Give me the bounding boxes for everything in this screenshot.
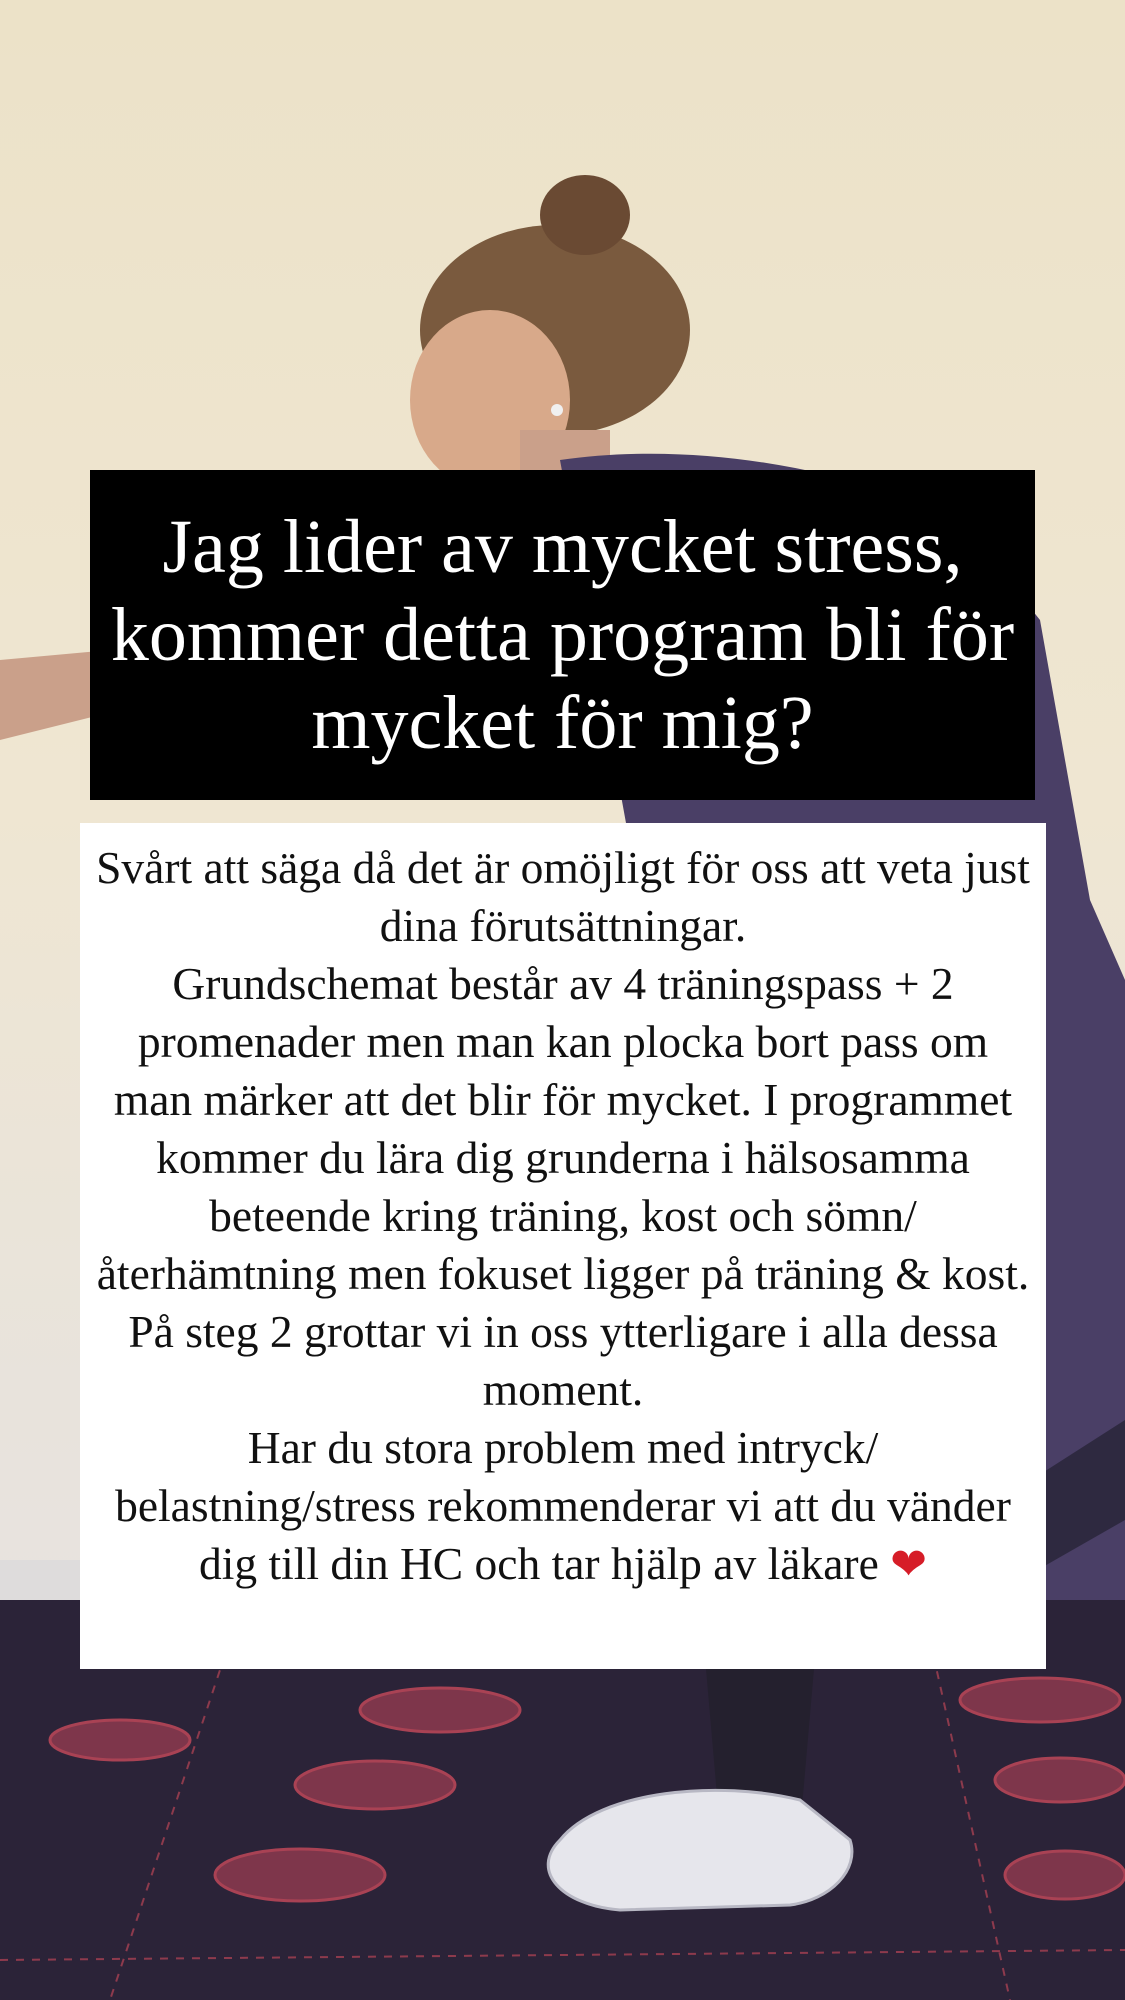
red-heart-icon: ❤ (890, 1539, 928, 1590)
hair-bun (540, 175, 630, 255)
answer-body: Svårt att säga då det är omöjligt för oss att veta just dina förutsättningar. Grundschemat består av 4 träningspass + 2 promenader men man kan plocka bort pass om man märker att det blir för mycket. I programmet kommer du lära dig grunderna i hälsosamma beteende kring träning, kost och sömn/återhämtning men fokuset ligger på träning & kost. På steg 2 grottar vi in oss ytterligare i alla dessa moment. Har du stora problem med intryck/ belastning/stress rekommenderar vi att du vänder dig till din HC och tar hjälp av läkare (96, 842, 1030, 1589)
answer-box (80, 823, 1046, 1669)
answer-text (96, 839, 1030, 1594)
question-box (90, 470, 1035, 800)
question-text: Jag lider av mycket stress, kommer detta program bli för mycket för mig? (110, 505, 1015, 765)
